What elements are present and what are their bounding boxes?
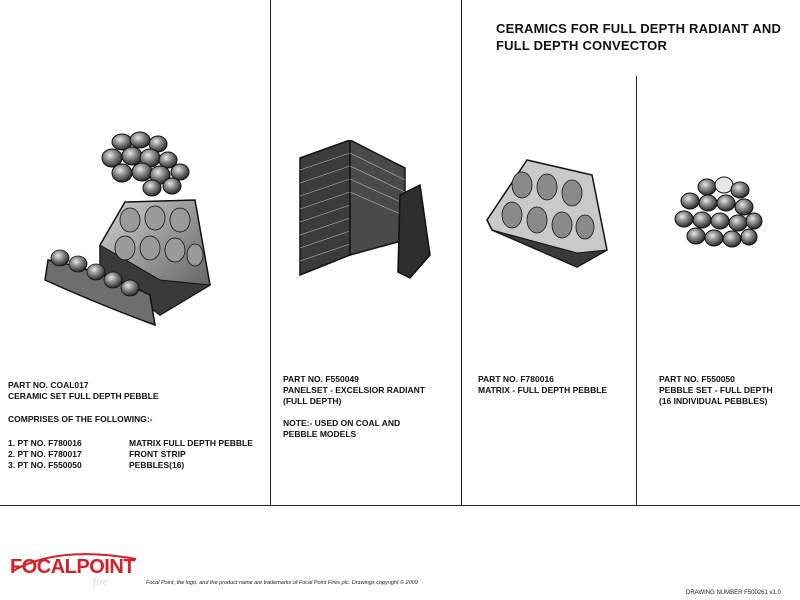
panel-set-illustration — [290, 140, 440, 280]
pebble-set-illustration — [672, 175, 767, 255]
ceramic-set-illustration — [40, 120, 260, 340]
footer-rule — [0, 505, 800, 506]
part-description: PANELSET - EXCELSIOR RADIANT — [283, 385, 425, 395]
part-description: CERAMIC SET FULL DEPTH PEBBLE — [8, 391, 159, 401]
component-list — [8, 438, 268, 471]
svg-text:fire: fire — [93, 576, 108, 588]
part-description: MATRIX - FULL DEPTH PEBBLE — [478, 385, 608, 395]
title-line-2: FULL DEPTH CONVECTOR — [496, 38, 668, 53]
trademark-notice: Focal Point, the logo, and the product name are trademarks of Focal Point Fires plc. Drawings copyright © 2009 — [146, 580, 418, 586]
divider-1 — [270, 0, 271, 505]
part-description: PEBBLE SET - FULL DEPTH — [659, 385, 773, 395]
panel-1-text — [8, 380, 268, 471]
component-desc: PEBBLES(16) — [129, 460, 185, 470]
part-number: PART NO. F550049 — [283, 374, 359, 384]
comprises-heading: COMPRISES OF THE FOLLOWING:- — [8, 414, 153, 424]
focalpoint-logo: FOCALPOINT — [10, 556, 135, 578]
part-number: PART NO. F780016 — [478, 374, 554, 384]
component-part-no: 1. PT NO. F780016 — [8, 438, 82, 448]
component-part-no: 3. PT NO. F550050 — [8, 460, 82, 470]
title-line-1: CERAMICS FOR FULL DEPTH RADIANT AND — [496, 21, 782, 36]
component-desc: FRONT STRIP — [129, 449, 186, 459]
note-line-2: PEBBLE MODELS — [283, 429, 357, 439]
part-description-2: (16 INDIVIDUAL PEBBLES) — [659, 396, 768, 406]
component-row — [8, 460, 268, 471]
panel-2-text — [283, 374, 458, 440]
note-line-1: NOTE:- USED ON COAL AND — [283, 418, 401, 428]
part-description-2: (FULL DEPTH) — [283, 396, 342, 406]
divider-3 — [636, 76, 637, 505]
divider-2 — [461, 0, 462, 505]
panel-3-text — [478, 374, 633, 396]
component-part-no: 2. PT NO. F780017 — [8, 449, 82, 459]
component-row — [8, 438, 268, 449]
component-desc: MATRIX FULL DEPTH PEBBLE — [129, 438, 253, 448]
drawing-number: DRAWING NUMBER F500261 v1.0 — [686, 590, 781, 596]
document-title — [496, 20, 796, 54]
part-number: PART NO. COAL017 — [8, 380, 89, 390]
component-row — [8, 449, 268, 460]
panel-4-text — [659, 374, 797, 407]
matrix-illustration — [482, 155, 612, 270]
part-number: PART NO. F550050 — [659, 374, 735, 384]
